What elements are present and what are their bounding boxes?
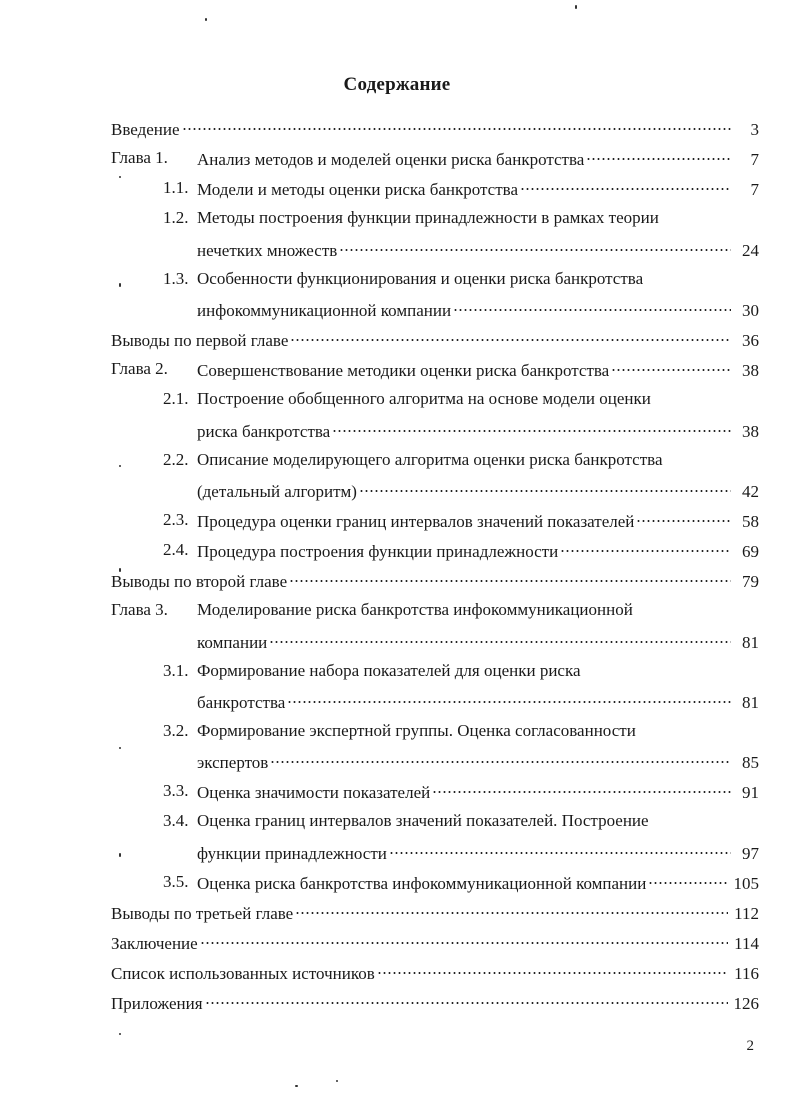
toc-entry-title: Описание моделирующего алгоритма оценки риска банкротства: [197, 449, 663, 469]
toc-entry-line: [111, 328, 759, 358]
toc-entry-title: Процедура оценки границ интервалов значений показателей: [197, 511, 635, 531]
toc-entry-line: [111, 298, 759, 328]
toc-entry-number: 1.1.: [163, 178, 189, 198]
toc-entry-title: Оценка риска банкротства инфокоммуникационной компании: [197, 873, 647, 893]
toc-entry-line: [111, 961, 759, 991]
dot-leader: [205, 991, 728, 1009]
toc-entry-page: 69: [742, 542, 759, 562]
toc-entry-page: 126: [733, 994, 759, 1014]
toc-entry-number: 3.4.: [163, 811, 189, 831]
dot-leader: [269, 630, 731, 648]
toc-entry-page: 7: [750, 180, 759, 200]
toc-entry-title: Формирование экспертной группы. Оценка согласованности: [197, 721, 636, 740]
toc-entry-line: [111, 449, 759, 479]
toc-entry-line: [111, 871, 759, 901]
dot-leader: [377, 961, 728, 979]
toc-entry-title: Методы построения функции принадлежности в рамках теории: [197, 208, 659, 228]
dot-leader: [453, 298, 731, 316]
toc-entry-title: Выводы по второй главе: [111, 572, 288, 592]
toc-entry-line: [111, 901, 759, 931]
toc-entry-number: 3.2.: [163, 721, 189, 740]
toc-entry-line: [111, 509, 759, 539]
toc-entry-page: 7: [750, 150, 759, 170]
toc-entry-page: 58: [742, 511, 759, 531]
page-title: Содержание: [343, 74, 451, 95]
toc-entry-title: функции принадлежности: [197, 843, 387, 863]
toc-entry-title: Анализ методов и моделей оценки риска банкротства: [197, 150, 585, 170]
toc-entry-title: Моделирование риска банкротства инфокоммуникационной: [197, 600, 633, 620]
toc-entry-line: [111, 479, 759, 509]
toc-entry-line: [111, 660, 759, 690]
toc-entry-page: 3: [750, 120, 759, 139]
scan-speck: [295, 1085, 298, 1087]
dot-leader: [332, 419, 731, 437]
dot-leader: [611, 358, 731, 376]
toc-entry-page: 38: [742, 421, 759, 441]
toc-entry-number: Глава 3.: [111, 600, 168, 620]
toc-entry-line: [111, 810, 759, 840]
toc-entry-line: [111, 388, 759, 418]
toc-entry-line: [111, 720, 759, 750]
toc-entry-title: Модели и методы оценки риска банкротства: [197, 180, 518, 200]
dot-leader: [290, 328, 731, 346]
toc-entry-line: [111, 599, 759, 629]
toc-entry-title: Совершенствование методики оценки риска банкротства: [197, 361, 610, 381]
dot-leader: [182, 117, 731, 135]
toc-entry-number: 2.3.: [163, 509, 189, 529]
toc-entry-line: [111, 750, 759, 780]
toc-entry-line: [111, 177, 759, 207]
dot-leader: [287, 690, 731, 708]
scan-speck: [336, 1080, 338, 1082]
toc-entry-line: [111, 569, 759, 599]
toc-entry-title: Формирование набора показателей для оценки риска: [197, 660, 581, 680]
toc-entry-line: [111, 780, 759, 810]
scan-speck: [119, 283, 121, 287]
toc-entry-number: Глава 2.: [111, 359, 168, 379]
dot-leader: [359, 479, 731, 497]
dot-leader: [560, 539, 731, 557]
toc-entry-page: 36: [742, 331, 759, 351]
toc-entry-line: [111, 931, 759, 961]
scan-speck: [575, 5, 577, 9]
toc-entry-number: 2.1.: [163, 389, 189, 409]
scan-speck: [119, 747, 121, 749]
toc-entry-line: [111, 630, 759, 660]
dot-leader: [432, 780, 731, 798]
dot-leader: [200, 931, 728, 949]
page-number: 2: [746, 1038, 754, 1054]
toc-entry-line: [111, 690, 759, 720]
toc-entry-page: 85: [742, 753, 759, 773]
dot-leader: [295, 901, 728, 919]
toc-entry-line: [111, 238, 759, 268]
toc-entry-title: Построение обобщенного алгоритма на основе модели оценки: [197, 389, 651, 409]
toc-entry-number: 3.5.: [163, 871, 189, 891]
toc-entry-number: 1.2.: [163, 208, 189, 228]
toc-entry-line: [111, 358, 759, 388]
toc-entry-page: 116: [734, 964, 759, 984]
toc-entry-line: [111, 117, 759, 147]
toc-entry-number: 3.3.: [163, 781, 189, 801]
toc-entry-title: Выводы по первой главе: [111, 331, 289, 351]
toc-entry-line: [111, 268, 759, 298]
toc-entry-page: 114: [734, 934, 759, 954]
toc-entry-title: Оценка границ интервалов значений показателей. Построение: [197, 811, 649, 831]
toc-entry-number: 2.2.: [163, 449, 189, 469]
scan-speck: [119, 853, 121, 857]
dot-leader: [586, 147, 731, 165]
toc-entry-line: [111, 539, 759, 569]
toc-entry-page: 81: [742, 692, 759, 712]
toc-entry-title: Оценка значимости показателей: [197, 783, 431, 803]
toc-entry-page: 112: [734, 903, 759, 923]
toc-entry-page: 30: [742, 300, 759, 320]
toc-entry-line: [111, 147, 759, 177]
toc-entry-page: 91: [742, 783, 759, 803]
scan-speck: [205, 18, 207, 21]
toc-entry-title: инфокоммуникационной компании: [197, 300, 452, 320]
toc-entry-page: 105: [733, 873, 759, 893]
toc-entry-line: [111, 207, 759, 237]
toc-entry-page: 81: [742, 632, 759, 652]
toc-entry-line: [111, 841, 759, 871]
toc-entry-title: Список использованных источников: [111, 964, 375, 984]
toc-entry-page: 97: [742, 843, 759, 863]
toc-entry-page: 38: [742, 361, 759, 381]
toc-entry-title: нечетких множеств: [197, 240, 338, 260]
toc-entry-title: компании: [197, 632, 268, 652]
dot-leader: [636, 509, 731, 527]
toc-entry-title: банкротства: [197, 692, 286, 712]
toc-entry-title: Заключение: [111, 934, 198, 954]
toc-entry-line: [111, 991, 759, 1021]
scan-speck: [119, 568, 121, 572]
toc-entry-title: риска банкротства: [197, 421, 331, 441]
toc-entry-title: Приложения: [111, 994, 203, 1014]
toc-entry-number: Глава 1.: [111, 148, 168, 168]
scan-speck: [119, 465, 121, 467]
scan-speck: [119, 1033, 121, 1035]
toc-entry-page: 24: [742, 240, 759, 260]
toc-entry-title: Процедура построения функции принадлежности: [197, 542, 559, 562]
toc-entry-title: Введение: [111, 120, 180, 139]
scan-speck: [119, 176, 121, 178]
toc-entry-number: 2.4.: [163, 540, 189, 560]
dot-leader: [289, 569, 731, 587]
toc-entry-title: Особенности функционирования и оценки риска банкротства: [197, 268, 644, 288]
toc-entry-number: 3.1.: [163, 660, 189, 680]
dot-leader: [520, 177, 731, 195]
dot-leader: [339, 238, 731, 256]
toc-entry-title: экспертов: [197, 753, 269, 773]
toc-entry-page: 79: [742, 572, 759, 592]
dot-leader: [648, 871, 727, 889]
dot-leader: [389, 841, 731, 859]
dot-leader: [270, 750, 731, 768]
toc-entry-number: 1.3.: [163, 268, 189, 288]
toc-entry-title: (детальный алгоритм): [197, 481, 357, 501]
toc-entry-line: [111, 419, 759, 449]
toc-entry-page: 42: [742, 481, 759, 501]
toc-entry-title: Выводы по третьей главе: [111, 903, 294, 923]
